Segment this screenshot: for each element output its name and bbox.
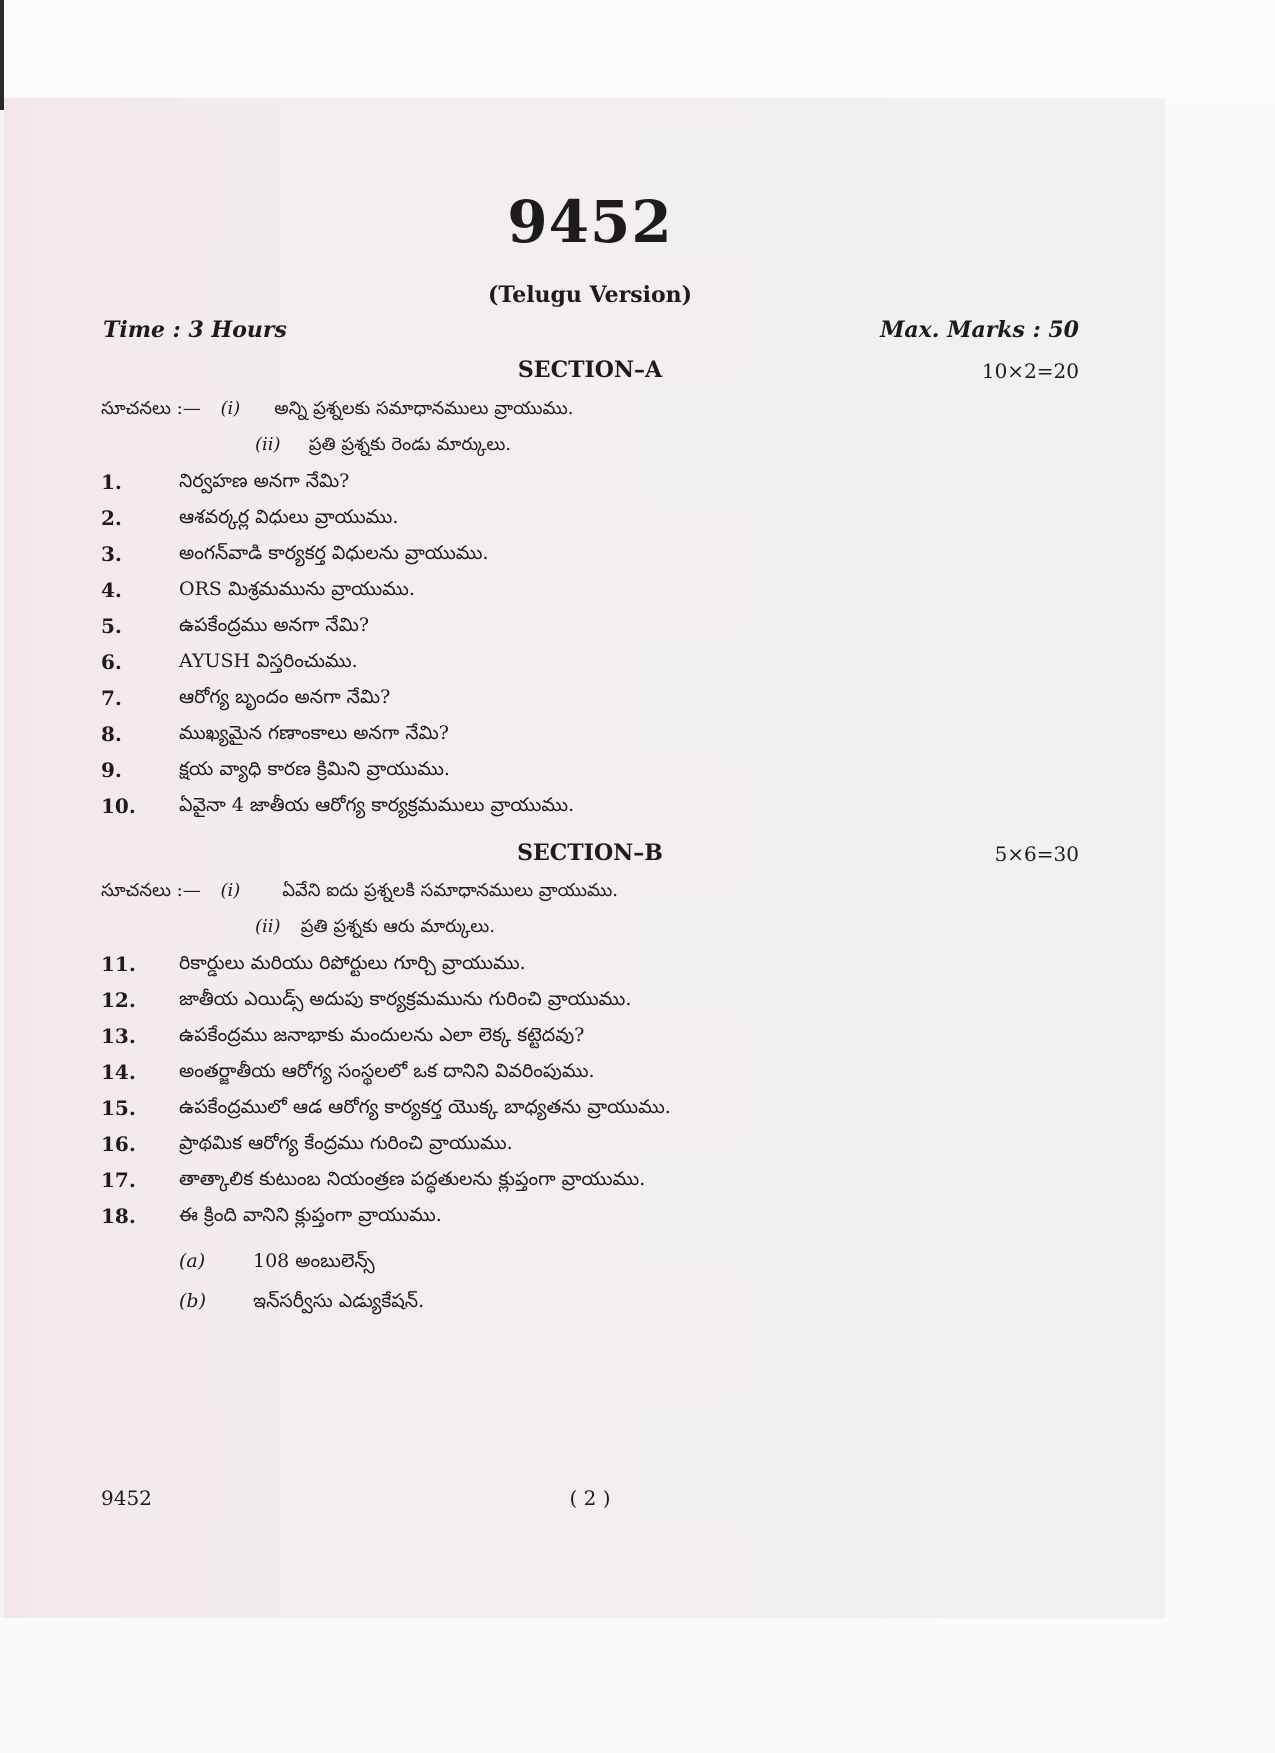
question-number: 1. — [101, 470, 122, 494]
question-number: 11. — [101, 952, 136, 976]
note-text: ఏవేని ఐదు ప్రశ్నలకి సమాధానములు వ్రాయుము. — [282, 880, 619, 901]
section-b-title: SECTION–B — [517, 840, 663, 866]
question-text: ఉపకేంద్రము జనాభాకు మందులను ఎలా లెక్క కట్టెదవు? — [179, 1024, 585, 1046]
question-text: తాత్కాలిక కుటుంబ నియంత్రణ పద్ధతులను క్లుప్తంగా వ్రాయుము. — [179, 1168, 646, 1190]
question-text: AYUSH విస్తరించుము. — [179, 650, 358, 672]
scan-right-margin — [1165, 98, 1275, 1753]
question-number: 4. — [101, 578, 122, 602]
scan-bottom-margin — [0, 1618, 1275, 1753]
page-number: ( 2 ) — [569, 1486, 611, 1510]
question-text: ఉపకేంద్రములో ఆడ ఆరోగ్య కార్యకర్త యొక్క బాధ్యతను వ్రాయుము. — [179, 1096, 671, 1118]
question-number: 6. — [101, 650, 122, 674]
section-a-note-1 — [101, 398, 573, 423]
scan-top-margin — [0, 0, 1275, 98]
question-text: ఆశవర్కర్ల విధులు వ్రాయుము. — [179, 506, 399, 528]
section-a-title: SECTION–A — [517, 357, 663, 383]
question-text: ఆరోగ్య బృందం అనగా నేమి? — [179, 686, 391, 708]
note-roman: (i) — [220, 398, 241, 419]
question-text: నిర్వహణ అనగా నేమి? — [179, 470, 350, 492]
question-number: 12. — [101, 988, 136, 1012]
question-number: 15. — [101, 1096, 136, 1120]
question-text: ORS మిశ్రమమును వ్రాయుము. — [179, 578, 415, 600]
note-label: సూచనలు :— — [101, 398, 201, 419]
question-text: క్షయ వ్యాధి కారణ క్రిమిని వ్రాయుము. — [179, 758, 450, 780]
question-number: 3. — [101, 542, 122, 566]
question-number: 17. — [101, 1168, 136, 1192]
question-number: 5. — [101, 614, 122, 638]
question-number: 2. — [101, 506, 122, 530]
question-text: రికార్డులు మరియు రిపోర్టులు గూర్చి వ్రాయుము. — [179, 952, 526, 974]
question-text: ముఖ్యమైన గణాంకాలు అనగా నేమి? — [179, 722, 449, 744]
note-label: సూచనలు :— — [101, 880, 201, 901]
footer-paper-code: 9452 — [101, 1486, 152, 1510]
note-text: ప్రతి ప్రశ్నకు రెండు మార్కులు. — [308, 434, 512, 455]
question-number: 7. — [101, 686, 122, 710]
note-text: ప్రతి ప్రశ్నకు ఆరు మార్కులు. — [300, 916, 495, 937]
question-number: 18. — [101, 1204, 136, 1228]
question-number: 14. — [101, 1060, 136, 1084]
question-number: 16. — [101, 1132, 136, 1156]
time-label: Time : 3 Hours — [103, 317, 287, 343]
question-number: 13. — [101, 1024, 136, 1048]
section-b-note-1 — [101, 880, 618, 905]
sub-item-label: (b) — [179, 1290, 206, 1312]
scan-left-edge — [0, 0, 4, 110]
section-b-note-2 — [255, 916, 495, 941]
note-roman: (ii) — [255, 916, 281, 937]
section-a-note-2 — [255, 434, 511, 459]
section-a-marks: 10×2=20 — [981, 359, 1079, 383]
question-number: 10. — [101, 794, 136, 818]
max-marks-label: Max. Marks : 50 — [880, 317, 1079, 343]
note-roman: (ii) — [255, 434, 281, 455]
question-number: 9. — [101, 758, 122, 782]
question-text: ఈ క్రింది వానిని క్లుప్తంగా వ్రాయుము. — [179, 1204, 442, 1226]
paper-code: 9452 — [507, 188, 673, 256]
question-number: 8. — [101, 722, 122, 746]
question-text: ప్రాథమిక ఆరోగ్య కేంద్రము గురించి వ్రాయుము. — [179, 1132, 513, 1154]
question-text: ఏవైనా 4 జాతీయ ఆరోగ్య కార్యక్రమములు వ్రాయుము. — [179, 794, 575, 816]
version-label: (Telugu Version) — [487, 282, 693, 308]
note-text: అన్ని ప్రశ్నలకు సమాధానములు వ్రాయుము. — [274, 398, 574, 419]
note-roman: (i) — [220, 880, 241, 901]
question-text: ఉపకేంద్రము అనగా నేమి? — [179, 614, 370, 636]
sub-item-label: (a) — [179, 1250, 206, 1272]
sub-item-text: ఇన్‌సర్వీసు ఎడ్యుకేషన్. — [253, 1290, 425, 1312]
question-text: అంగన్‌వాడి కార్యకర్త విధులను వ్రాయుము. — [179, 542, 489, 564]
section-b-marks: 5×6=30 — [994, 842, 1079, 866]
question-text: జాతీయ ఎయిడ్స్ అదుపు కార్యక్రమమును గురించి వ్రాయుము. — [179, 988, 632, 1010]
question-text: అంతర్జాతీయ ఆరోగ్య సంస్థలలో ఒక దానిని వివరింపుము. — [179, 1060, 595, 1082]
sub-item-text: 108 అంబులెన్స్ — [253, 1250, 375, 1272]
